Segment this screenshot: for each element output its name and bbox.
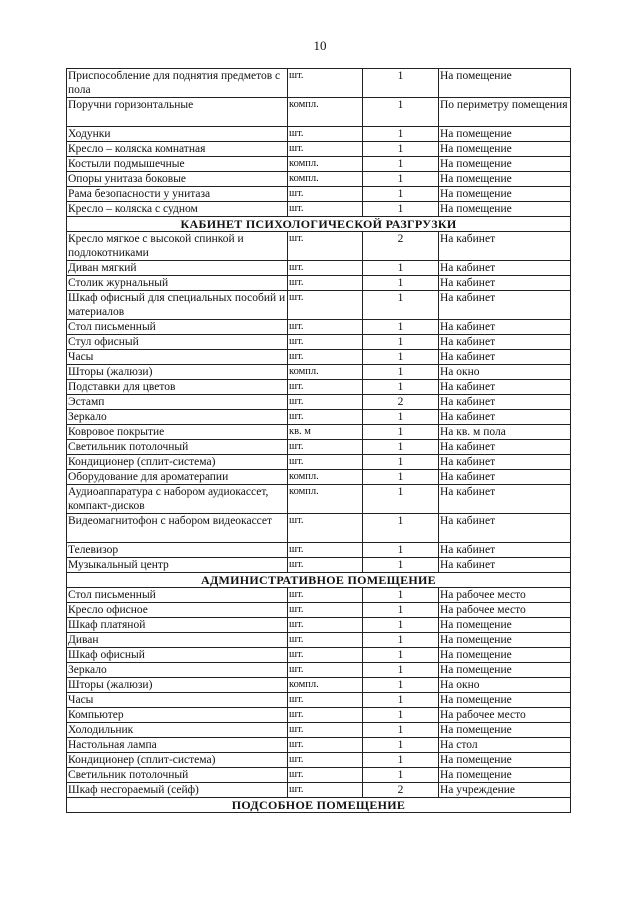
placement-cell: На кабинет: [439, 514, 571, 543]
table-row: [67, 365, 571, 380]
unit-cell: шт.: [288, 648, 363, 663]
placement-cell: На кабинет: [439, 291, 571, 320]
table-row: [67, 558, 571, 573]
table-row: [67, 455, 571, 470]
quantity-cell: 1: [363, 276, 439, 291]
item-name-cell: Костыли подмышечные: [67, 157, 288, 172]
placement-cell: На рабочее место: [439, 588, 571, 603]
quantity-cell: 1: [363, 663, 439, 678]
placement-cell: На кабинет: [439, 485, 571, 514]
section-title: КАБИНЕТ ПСИХОЛОГИЧЕСКОЙ РАЗГРУЗКИ: [67, 217, 571, 232]
quantity-cell: 1: [363, 365, 439, 380]
placement-cell: На помещение: [439, 768, 571, 783]
item-name-cell: Поручни горизонтальные: [67, 98, 288, 127]
item-name-cell: Диван: [67, 633, 288, 648]
placement-cell: На помещение: [439, 618, 571, 633]
unit-cell: шт.: [288, 261, 363, 276]
placement-cell: На кабинет: [439, 440, 571, 455]
quantity-cell: 1: [363, 425, 439, 440]
placement-cell: На помещение: [439, 187, 571, 202]
quantity-cell: 1: [363, 558, 439, 573]
placement-cell: На помещение: [439, 172, 571, 187]
table-row: [67, 69, 571, 98]
placement-cell: На кабинет: [439, 335, 571, 350]
item-name-cell: Кондиционер (сплит-система): [67, 455, 288, 470]
section-title: АДМИНИСТРАТИВНОЕ ПОМЕЩЕНИЕ: [67, 573, 571, 588]
table-row: [67, 588, 571, 603]
item-name-cell: Кресло – коляска с судном: [67, 202, 288, 217]
table-row: [67, 291, 571, 320]
table-row: [67, 142, 571, 157]
item-name-cell: Музыкальный центр: [67, 558, 288, 573]
table-row: [67, 440, 571, 455]
unit-cell: шт.: [288, 410, 363, 425]
placement-cell: По периметру помещения: [439, 98, 571, 127]
placement-cell: На кабинет: [439, 455, 571, 470]
table-row: [67, 172, 571, 187]
table-row: [67, 335, 571, 350]
table-row: [67, 708, 571, 723]
quantity-cell: 1: [363, 588, 439, 603]
quantity-cell: 1: [363, 261, 439, 276]
item-name-cell: Шкаф несгораемый (сейф): [67, 783, 288, 798]
item-name-cell: Кресло офисное: [67, 603, 288, 618]
quantity-cell: 1: [363, 350, 439, 365]
placement-cell: На кабинет: [439, 261, 571, 276]
item-name-cell: Шкаф офисный: [67, 648, 288, 663]
quantity-cell: 1: [363, 470, 439, 485]
unit-cell: шт.: [288, 783, 363, 798]
quantity-cell: 1: [363, 543, 439, 558]
item-name-cell: Зеркало: [67, 410, 288, 425]
table-row: [67, 232, 571, 261]
table-row: [67, 514, 571, 543]
unit-cell: шт.: [288, 232, 363, 261]
placement-cell: На помещение: [439, 157, 571, 172]
quantity-cell: 2: [363, 395, 439, 410]
section-title: ПОДСОБНОЕ ПОМЕЩЕНИЕ: [67, 798, 571, 813]
placement-cell: На помещение: [439, 142, 571, 157]
item-name-cell: Холодильник: [67, 723, 288, 738]
quantity-cell: 1: [363, 187, 439, 202]
unit-cell: шт.: [288, 603, 363, 618]
unit-cell: шт.: [288, 142, 363, 157]
unit-cell: шт.: [288, 291, 363, 320]
quantity-cell: 1: [363, 633, 439, 648]
unit-cell: шт.: [288, 276, 363, 291]
unit-cell: шт.: [288, 723, 363, 738]
placement-cell: На кабинет: [439, 470, 571, 485]
quantity-cell: 2: [363, 783, 439, 798]
quantity-cell: 1: [363, 514, 439, 543]
unit-cell: шт.: [288, 127, 363, 142]
table-row: [67, 543, 571, 558]
item-name-cell: Настольная лампа: [67, 738, 288, 753]
table-row: [67, 738, 571, 753]
item-name-cell: Ходунки: [67, 127, 288, 142]
table-row: [67, 157, 571, 172]
placement-cell: На помещение: [439, 753, 571, 768]
item-name-cell: Телевизор: [67, 543, 288, 558]
quantity-cell: 1: [363, 380, 439, 395]
quantity-cell: 1: [363, 127, 439, 142]
item-name-cell: Диван мягкий: [67, 261, 288, 276]
table-row: [67, 380, 571, 395]
placement-cell: На помещение: [439, 69, 571, 98]
placement-cell: На кабинет: [439, 410, 571, 425]
unit-cell: шт.: [288, 618, 363, 633]
placement-cell: На кабинет: [439, 543, 571, 558]
item-name-cell: Светильник потолочный: [67, 440, 288, 455]
unit-cell: шт.: [288, 187, 363, 202]
item-name-cell: Аудиоаппаратура с набором аудиокассет, компакт-дисков: [67, 485, 288, 514]
placement-cell: На помещение: [439, 663, 571, 678]
unit-cell: шт.: [288, 202, 363, 217]
unit-cell: шт.: [288, 663, 363, 678]
table-row: [67, 425, 571, 440]
item-name-cell: Часы: [67, 693, 288, 708]
quantity-cell: 1: [363, 708, 439, 723]
item-name-cell: Компьютер: [67, 708, 288, 723]
item-name-cell: Эстамп: [67, 395, 288, 410]
quantity-cell: 1: [363, 172, 439, 187]
table-row: [67, 693, 571, 708]
section-header-row: [67, 573, 571, 588]
unit-cell: шт.: [288, 350, 363, 365]
placement-cell: На помещение: [439, 202, 571, 217]
table-row: [67, 261, 571, 276]
quantity-cell: 1: [363, 768, 439, 783]
table-row: [67, 783, 571, 798]
item-name-cell: Шкаф офисный для специальных пособий и материалов: [67, 291, 288, 320]
placement-cell: На кабинет: [439, 350, 571, 365]
placement-cell: На учреждение: [439, 783, 571, 798]
placement-cell: На кабинет: [439, 320, 571, 335]
unit-cell: шт.: [288, 514, 363, 543]
quantity-cell: 1: [363, 320, 439, 335]
placement-cell: На кабинет: [439, 558, 571, 573]
unit-cell: шт.: [288, 69, 363, 98]
section-header-row: [67, 217, 571, 232]
unit-cell: кв. м: [288, 425, 363, 440]
placement-cell: На помещение: [439, 723, 571, 738]
table-row: [67, 678, 571, 693]
quantity-cell: 1: [363, 678, 439, 693]
item-name-cell: Стул офисный: [67, 335, 288, 350]
quantity-cell: 1: [363, 618, 439, 633]
table-row: [67, 187, 571, 202]
table-row: [67, 98, 571, 127]
placement-cell: На рабочее место: [439, 603, 571, 618]
unit-cell: шт.: [288, 633, 363, 648]
quantity-cell: 1: [363, 693, 439, 708]
quantity-cell: 1: [363, 142, 439, 157]
equipment-table-body: [67, 69, 571, 813]
item-name-cell: Часы: [67, 350, 288, 365]
unit-cell: шт.: [288, 543, 363, 558]
placement-cell: На помещение: [439, 648, 571, 663]
quantity-cell: 1: [363, 69, 439, 98]
item-name-cell: Зеркало: [67, 663, 288, 678]
placement-cell: На кабинет: [439, 232, 571, 261]
quantity-cell: 1: [363, 98, 439, 127]
unit-cell: шт.: [288, 708, 363, 723]
item-name-cell: Приспособление для поднятия предметов с пола: [67, 69, 288, 98]
unit-cell: компл.: [288, 172, 363, 187]
quantity-cell: 1: [363, 157, 439, 172]
page-number: 10: [313, 38, 327, 53]
quantity-cell: 1: [363, 455, 439, 470]
placement-cell: На помещение: [439, 633, 571, 648]
quantity-cell: 1: [363, 738, 439, 753]
table-row: [67, 276, 571, 291]
table-row: [67, 127, 571, 142]
unit-cell: шт.: [288, 693, 363, 708]
item-name-cell: Кондиционер (сплит-система): [67, 753, 288, 768]
table-row: [67, 470, 571, 485]
unit-cell: шт.: [288, 440, 363, 455]
placement-cell: На кабинет: [439, 380, 571, 395]
unit-cell: шт.: [288, 768, 363, 783]
unit-cell: компл.: [288, 470, 363, 485]
item-name-cell: Шторы (жалюзи): [67, 365, 288, 380]
table-row: [67, 663, 571, 678]
quantity-cell: 1: [363, 202, 439, 217]
item-name-cell: Кресло – коляска комнатная: [67, 142, 288, 157]
unit-cell: шт.: [288, 320, 363, 335]
table-row: [67, 395, 571, 410]
table-row: [67, 618, 571, 633]
item-name-cell: Столик журнальный: [67, 276, 288, 291]
item-name-cell: Опоры унитаза боковые: [67, 172, 288, 187]
quantity-cell: 1: [363, 291, 439, 320]
quantity-cell: 1: [363, 335, 439, 350]
placement-cell: На рабочее место: [439, 708, 571, 723]
table-row: [67, 202, 571, 217]
unit-cell: шт.: [288, 455, 363, 470]
quantity-cell: 1: [363, 485, 439, 514]
placement-cell: На кабинет: [439, 276, 571, 291]
table-row: [67, 320, 571, 335]
item-name-cell: Ковровое покрытие: [67, 425, 288, 440]
placement-cell: На кв. м пола: [439, 425, 571, 440]
table-row: [67, 633, 571, 648]
table-row: [67, 350, 571, 365]
item-name-cell: Подставки для цветов: [67, 380, 288, 395]
unit-cell: компл.: [288, 678, 363, 693]
table-row: [67, 648, 571, 663]
unit-cell: компл.: [288, 485, 363, 514]
quantity-cell: 1: [363, 410, 439, 425]
item-name-cell: Оборудование для ароматерапии: [67, 470, 288, 485]
item-name-cell: Кресло мягкое с высокой спинкой и подлокотниками: [67, 232, 288, 261]
quantity-cell: 2: [363, 232, 439, 261]
quantity-cell: 1: [363, 648, 439, 663]
table-row: [67, 723, 571, 738]
table-row: [67, 603, 571, 618]
item-name-cell: Шкаф платяной: [67, 618, 288, 633]
item-name-cell: Рама безопасности у унитаза: [67, 187, 288, 202]
table-row: [67, 485, 571, 514]
item-name-cell: Светильник потолочный: [67, 768, 288, 783]
quantity-cell: 1: [363, 753, 439, 768]
item-name-cell: Стол письменный: [67, 588, 288, 603]
placement-cell: На окно: [439, 678, 571, 693]
placement-cell: На окно: [439, 365, 571, 380]
quantity-cell: 1: [363, 440, 439, 455]
unit-cell: шт.: [288, 335, 363, 350]
unit-cell: шт.: [288, 738, 363, 753]
unit-cell: компл.: [288, 157, 363, 172]
placement-cell: На помещение: [439, 127, 571, 142]
item-name-cell: Видеомагнитофон с набором видеокассет: [67, 514, 288, 543]
table-row: [67, 768, 571, 783]
section-header-row: [67, 798, 571, 813]
placement-cell: На кабинет: [439, 395, 571, 410]
unit-cell: шт.: [288, 588, 363, 603]
item-name-cell: Шторы (жалюзи): [67, 678, 288, 693]
table-row: [67, 753, 571, 768]
unit-cell: компл.: [288, 98, 363, 127]
placement-cell: На стол: [439, 738, 571, 753]
quantity-cell: 1: [363, 603, 439, 618]
equipment-table: [66, 68, 571, 813]
unit-cell: шт.: [288, 753, 363, 768]
placement-cell: На помещение: [439, 693, 571, 708]
item-name-cell: Стол письменный: [67, 320, 288, 335]
unit-cell: компл.: [288, 365, 363, 380]
unit-cell: шт.: [288, 395, 363, 410]
table-row: [67, 410, 571, 425]
unit-cell: шт.: [288, 380, 363, 395]
unit-cell: шт.: [288, 558, 363, 573]
quantity-cell: 1: [363, 723, 439, 738]
